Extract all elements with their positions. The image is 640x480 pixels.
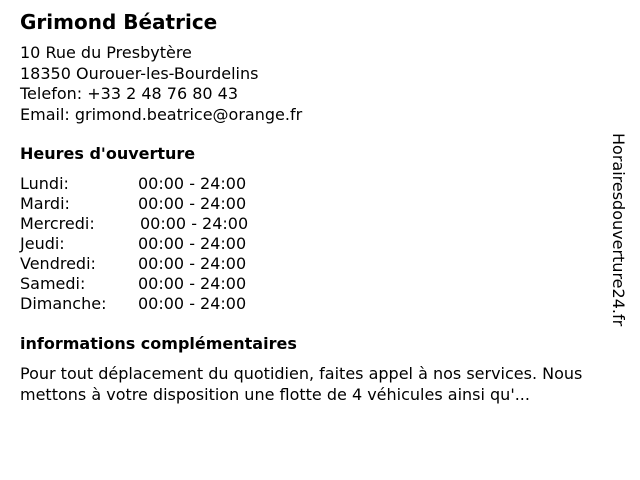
- email-address: Email: grimond.beatrice@orange.fr: [20, 104, 303, 124]
- time-range: 00:00 - 24:00: [138, 174, 247, 193]
- additional-info-heading: informations complémentaires: [20, 334, 297, 353]
- hours-row-tuesday: [20, 194, 280, 214]
- address-city: 18350 Ourouer-les-Bourdelins: [20, 63, 259, 83]
- time-range: 00:00 - 24:00: [138, 274, 247, 293]
- phone-number: Telefon: +33 2 48 76 80 43: [20, 84, 239, 103]
- opening-hours-heading: Heures d'ouverture: [20, 144, 196, 163]
- day-label: Mardi:: [20, 194, 70, 213]
- additional-info-text: Pour tout déplacement du quotidien, faites appel à nos services. Nous mettons à votre disposition une flotte de 4 véhicules ainsi qu'...: [20, 364, 583, 404]
- time-range: 00:00 - 24:00: [138, 254, 247, 273]
- hours-row-monday: [20, 174, 280, 194]
- time-range: 00:00 - 24:00: [138, 234, 247, 253]
- hours-row-wednesday: [20, 214, 280, 234]
- time-range: 00:00 - 24:00: [138, 294, 247, 313]
- day-label: Dimanche:: [20, 294, 107, 313]
- contact-block: [20, 43, 302, 125]
- site-watermark: Horairesdouverture24.fr: [609, 133, 628, 327]
- hours-row-sunday: [20, 294, 280, 314]
- business-name: Grimond Béatrice: [20, 10, 218, 34]
- day-label: Jeudi:: [20, 234, 65, 253]
- hours-row-saturday: [20, 274, 280, 294]
- day-label: Vendredi:: [20, 254, 96, 273]
- opening-hours-table: [20, 174, 280, 314]
- hours-row-thursday: [20, 234, 280, 254]
- time-range: 00:00 - 24:00: [138, 194, 247, 213]
- day-label: Mercredi:: [20, 214, 95, 233]
- day-label: Lundi:: [20, 174, 69, 193]
- day-label: Samedi:: [20, 274, 86, 293]
- hours-row-friday: [20, 254, 280, 274]
- address-street: 10 Rue du Presbytère: [20, 43, 192, 62]
- time-range: 00:00 - 24:00: [140, 214, 249, 233]
